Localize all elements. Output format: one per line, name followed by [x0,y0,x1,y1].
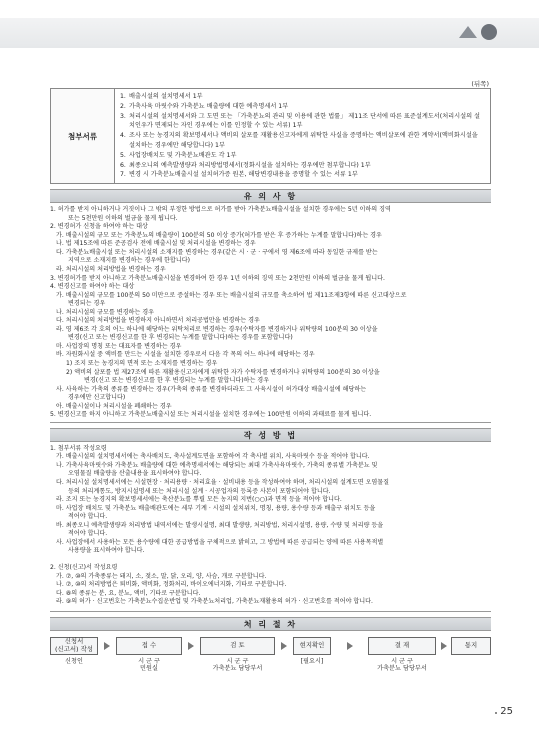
caution-line: 지역으로 소재지를 변경하는 경우에 한합니다) [68,257,190,265]
caution-line: 나. 처리시설의 규모를 변경하는 경우 [56,308,154,316]
caution-line: 라. 처리시설의 처리방법을 변경하는 경우 [56,266,166,273]
procedure-step-label: 신청인 [65,657,83,665]
attachments-label: 첨부서류 [51,89,115,184]
attachment-text: 처리시설의 설치명세서와 그 도면 또는 「가축분뇨의 관리 및 이용에 관한 법률」 제11조 단서에 따른 표준설계도서(처리시설의 설치인우가 면제되는 자인 경우에는 이를 인정할 수 있는 서류) 1부 [129,112,481,130]
caution-line: 2. 변경허가 신청을 하여야 하는 대상 [50,223,148,231]
attachment-item [120,131,485,151]
howto-line: 적어야 합니다. [68,513,108,521]
caution-line: 5. 변경신고를 하지 아니하고 가축분뇨배출시설 또는 처리시설을 설치한 경우에는 100만원 이하의 과태료를 물게 됩니다. [50,411,372,419]
caution-line: 3. 변경허가를 받지 아니하고 가축분뇨배출시설을 변경하여 한 경우 1년 이하의 징역 또는 2천만원 이하의 벌금을 물게 됩니다. [50,274,385,282]
procedure-step-label: 시 군 구 민원실 [138,657,160,673]
howto-line: 나. ⑦, ⑩의 처리방법은 퇴비화, 액비화, 정화처리, 바이오에너지화, 기타로 구분합니다. [56,581,287,589]
caution-line: 경우에만 신고합니다) [68,394,126,402]
caution-line: 나. 법 제15조에 따른 준공검사 전에 배출시설 및 처리시설을 변경하는 경우 [56,240,256,248]
arrow-right-icon [281,642,287,650]
attachment-text: 변경 시 가축분뇨배출시설 설치허가증 원본, 해당변경내용을 증명할 수 있는 서류 1부 [129,171,358,179]
caution-title: 유 의 사 항 [50,189,491,203]
attachment-number: 1. [120,93,126,100]
howto-line: 가. 배출시설의 설치명세서에는 축사배치도, 축사설계도면을 포함하여 각 축사별 위치, 사육마릿수 등을 적어야 합니다. [56,453,370,461]
attachment-item [120,112,485,132]
attachments-list [115,89,491,184]
attachment-item [120,92,485,102]
procedure-step-box: 신청서 (신고서) 작성 [50,637,98,655]
arrow-right-icon [104,642,110,650]
howto-line: 오염물질 배출량을 산출내용을 표시하여야 합니다. [68,470,202,478]
continued-marker: (뒤쪽) [471,80,489,88]
howto-line: 적어야 합니다. [68,530,108,538]
procedure-step-box: 현지확인 [293,637,331,655]
howto-line: 사용량을 표시하여야 합니다. [68,547,145,555]
spacer [50,556,491,564]
triangle-decoration-icon [459,26,477,38]
caution-line: 가. 배출시설의 규모 또는 가축분뇨의 배출량이 100분의 50 이상 증가(허가를 받은 후 증가하는 누계를 말합니다)하는 경우 [56,231,382,239]
howto-title: 작 성 방 법 [50,428,491,442]
howto-body [50,442,491,612]
attachment-text: 가축사육 마릿수와 가축분뇨 배출량에 대한 예측명세서 1부 [129,102,289,110]
procedure-flow [50,637,491,687]
caution-line: 변경(신고 또는 변경신고를 한 후 변경되는 누계를 말합니다)하는 경우를 포함합니다) [68,334,293,342]
howto-line: 2. 신청(신고)서 작성요령 [50,563,118,571]
attachment-number: 6. [120,161,126,169]
attachment-text: 사업장배치도 및 가축분뇨배관도 각 1부 [129,151,237,159]
procedure-step-box: 검 토 [200,637,275,655]
howto-line: 1. 첨부서류 작성요령 [50,444,107,452]
attachments-table [50,88,491,184]
howto-line: 다. ⑧의 종류는 분, 요, 분뇨, 액비, 기타로 구분합니다. [56,589,201,597]
form-back-page [50,88,491,687]
procedure-step-label: 시 군 구 가축분뇨 담당부서 [377,657,427,673]
attachment-item [120,151,485,161]
page-header-band [0,18,539,48]
attachment-item [120,161,485,171]
caution-line: 라. 영 제6조 각 호의 어느 하나에 해당하는 위탁처리로 변경하는 경우(수탁자를 변경하거나 위탁량의 100분의 30 이상을 [56,325,378,333]
howto-line: 가. ⑦, ⑩의 가축종류는 돼지, 소, 젖소, 말, 닭, 오리, 양, 사슴, 개로 구분합니다. [56,572,267,580]
howto-line: 나. 가축사육마릿수와 가축분뇨 배출량에 대한 예측명세서에는 해당되는 최대 가축사육마릿수, 가축의 종류별 가축분뇨 및 [56,461,378,469]
howto-line: 등의 처리계통도, 방지시설명세 또는 처리시설 설계 · 시공업자의 등록증 사본이 포함되어야 합니다. [68,487,331,495]
arrow-right-icon [441,642,447,650]
attachment-number: 7. [120,171,126,179]
attachment-number: 3. [120,112,126,120]
attachment-text: 최종오니의 예측발생량과 처리방법명세서(정화시설을 설치하는 경우에만 첨부합니다) 1부 [129,161,371,169]
attachment-number: 4. [120,132,126,140]
attachment-number: 2. [120,102,126,110]
attachment-text: 조사 또는 농경지의 확보명세서나 액비의 살포를 재활용신고자에게 위탁한 사실을 증명하는 액비살포에 관한 계약서(액비화시설을 설치하는 경우에만 해당합니다) 1부 [129,132,478,149]
caution-line: 가. 배출시설의 규모를 100분의 50 미만으로 증설하는 경우 또는 배출시설의 규모를 축소하여 법 제11조제3항에 따른 신고대상으로 [56,291,407,299]
caution-line: 4. 변경신고를 하여야 하는 대상 [50,283,135,291]
page-number: 25 [500,706,513,717]
caution-line: 다. 처리시설의 처리방법을 변경하지 아니하면서 처리공법만을 변경하는 경우 [56,317,260,325]
caution-line: 마. 사업장의 명칭 또는 대표자를 변경하는 경우 [56,342,182,350]
arrow-right-icon [188,642,194,650]
caution-line: 다. 가축분뇨배출시설 또는 처리시설의 소재지를 변경하는 경우(같은 시 · 군 · 구에서 영 제6조에 따라 동일한 규제를 받는 [56,248,378,256]
caution-body [50,203,491,423]
caution-line: 바. 자원화시설 중 액비를 만드는 시설을 설치한 경우로서 다음 각 목의 어느 하나에 해당하는 경우 [56,351,315,359]
attachment-text: 배출시설의 설치명세서 1부 [129,93,203,100]
caution-line: 변경되는 경우 [68,300,106,308]
caution-line: 1) 조지 또는 농경지의 면적 또는 소재지를 변경하는 경우 [66,360,218,368]
caution-line: 사. 사육하는 가축의 종류를 변경하는 경우(가축의 종류를 변경하더라도 그 사육시설이 허가대상 배출시설에 해당하는 [56,385,367,393]
attachment-number: 5. [120,151,126,159]
howto-line: 다. 처리시설 설치명세서에는 시설현장 · 처리용량 · 처리효율 · 설비내용 등을 작성하여야 하며, 처리시설의 설계도면 오염물질 [56,479,390,487]
caution-line: 변경(신고 또는 변경신고를 한 후 변경되는 누계를 말합니다)하는 경우 [84,377,270,385]
page-number-dot [495,712,497,714]
caution-line: 또는 5천만원 이하의 벌금을 물게 됩니다. [68,214,178,222]
procedure-step-box: 통지 [451,637,491,655]
procedure-step-label: 시 군 구 가축분뇨 담당부서 [212,657,263,673]
caution-line: 1. 허가를 받지 아니하거나 거짓이나 그 밖의 부정한 방법으로 허가를 받아 가축분뇨배출시설을 설치한 경우에는 5년 이하의 징역 [50,206,391,214]
howto-line: 라. ⑨의 허가 · 신고번호는 가축분뇨수집운반업 및 가축분뇨처리업, 가축분뇨재활용의 허가 · 신고번호를 적어야 합니다. [56,598,373,606]
attachment-item [120,170,485,180]
howto-line: 라. 조지 또는 농경지의 확보명세서에는 축산분뇨를 뿌릴 모든 농지의 지번(○○)과 면적 등을 적어야 합니다. [56,496,342,504]
procedure-step-box: 접 수 [116,637,182,655]
procedure-step-box: 결 재 [368,637,436,655]
procedure-step-label: [필요시] [300,657,324,665]
circle-decoration-icon [481,24,497,40]
arrow-right-icon [347,642,353,650]
attachment-item [120,102,485,112]
caution-line: 2) 액비의 살포를 법 제27조에 따른 재활용신고자에게 위탁한 자가 수탁자를 변경하거나 위탁량의 100분의 30 이상을 [66,368,380,376]
howto-line: 바. 최종오니 예측발생량과 처리방법 내역서에는 발생시설명, 최대 발생량, 처리방법, 처리시설명, 용량, 수량 및 처리량 등을 [56,521,384,529]
procedure-title: 처 리 절 차 [50,617,491,631]
howto-line: 마. 사업장 배치도 및 가축분뇨 배출배관도에는 세부 기계 · 시설의 설치위치, 명칭, 용량, 용수량 등과 배출구 위치도 등을 [56,504,376,512]
caution-line: 아. 배출시설이나 처리시설을 폐쇄하는 경우 [56,402,172,410]
howto-line: 사. 사업장에서 사용하는 모든 용수량에 대한 공급방법을 구체적으로 밝히고, 그 방법에 따른 공급되는 양에 따른 사용목적별 [56,538,384,546]
